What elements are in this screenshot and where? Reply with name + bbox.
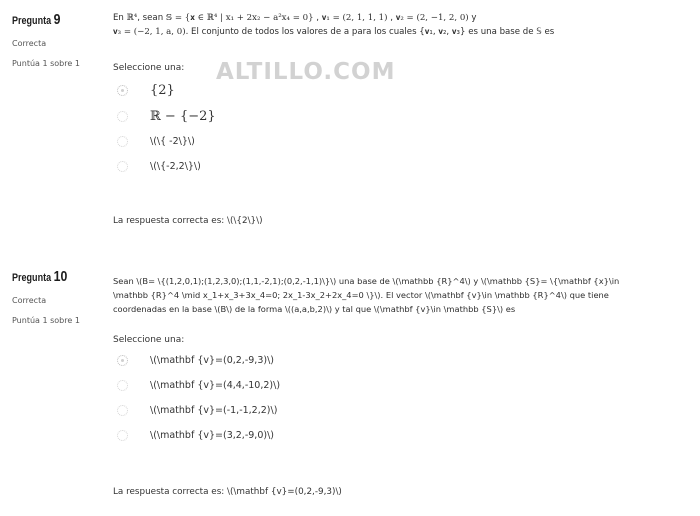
text-fragment: . El conjunto de todos los valores de a para los cuales {𝐯₁, 𝐯₂, 𝐯₃} es una base de 𝕊 es xyxy=(185,27,555,37)
math-v1: 𝐯₁ = (2, 1, 1, 1) xyxy=(321,13,388,23)
question-label: Pregunta xyxy=(12,15,52,27)
radio-button[interactable] xyxy=(117,380,128,391)
answer-label: {2} xyxy=(150,82,175,98)
math-v2: 𝐯₂ = (2, −1, 2, 0) xyxy=(395,13,469,23)
text-fragment: , xyxy=(387,13,396,23)
question-text-line: \mathbb {R}^4 \mid x_1+x_3+3x_4=0; 2x_1-3x_2+2x_4=0 \}\). El vector \(\mathbf {v}\in \mathbb {R}^4\) que tiene xyxy=(113,290,609,300)
radio-button[interactable] xyxy=(117,405,128,416)
question-text xyxy=(113,274,658,316)
question-number xyxy=(12,11,90,28)
math-v3: 𝐯₃ = (−2, 1, a, 0) xyxy=(113,27,186,37)
answer-label: \(\mathbf {v}=(0,2,-9,3)\) xyxy=(150,354,274,366)
text-fragment: , sean xyxy=(137,13,166,23)
question-text-line: coordenadas en la base \(B\) de la forma \((a,a,b,2)\) y tal que \(\mathbf {v}\in \mathbb {S}\) es xyxy=(113,304,516,314)
answer-label: \(\{ -2\}\) xyxy=(150,135,195,147)
question-info xyxy=(12,11,107,68)
math-set-s: 𝕊 = {𝐱 ∈ ℝ⁴ | x₁ + 2x₂ − a²x₄ = 0} xyxy=(165,13,314,23)
question-text xyxy=(113,11,658,39)
select-prompt: Seleccione una: xyxy=(113,63,185,73)
watermark: ALTILLO.COM xyxy=(216,59,396,85)
answer-label: \(\mathbf {v}=(-1,-1,2,2)\) xyxy=(150,404,278,416)
radio-button[interactable] xyxy=(117,161,128,172)
correct-answer-feedback: La respuesta correcta es: \(\mathbf {v}=(0,2,-9,3)\) xyxy=(113,487,342,497)
radio-button[interactable] xyxy=(117,111,128,122)
text-fragment: y xyxy=(468,13,477,23)
text-fragment: , xyxy=(313,13,322,23)
answer-label: ℝ − {−2} xyxy=(150,108,216,124)
radio-button[interactable] xyxy=(117,430,128,441)
select-prompt: Seleccione una: xyxy=(113,335,185,345)
answer-label: \(\mathbf {v}=(3,2,-9,0)\) xyxy=(150,429,274,441)
radio-button[interactable] xyxy=(117,85,128,96)
question-info xyxy=(12,268,107,325)
question-content xyxy=(113,274,658,497)
question-number-value: 9 xyxy=(53,11,61,28)
text-fragment: En xyxy=(113,13,127,23)
correct-answer-feedback: La respuesta correcta es: \(\{2\}\) xyxy=(113,216,263,226)
answer-label: \(\{-2,2\}\) xyxy=(150,160,201,172)
question-label: Pregunta xyxy=(12,272,52,284)
answer-label: \(\mathbf {v}=(4,4,-10,2)\) xyxy=(150,379,281,391)
question-state: Correcta xyxy=(12,296,47,305)
question-text-line: Sean \(B= \{(1,2,0,1);(1,2,3,0);(1,1,-2,1);(0,2,-1,1)\}\) una base de \(\mathbb {R}^4\) y \(\mathbb {S}= \{\mathbf {x}\in xyxy=(113,276,620,286)
question-state: Correcta xyxy=(12,39,47,48)
math-r4: ℝ⁴ xyxy=(126,13,138,23)
radio-button[interactable] xyxy=(117,136,128,147)
question-number-value: 10 xyxy=(53,268,68,285)
question-grade: Puntúa 1 sobre 1 xyxy=(12,316,80,325)
question-number xyxy=(12,268,90,285)
question-grade: Puntúa 1 sobre 1 xyxy=(12,59,80,68)
radio-button[interactable] xyxy=(117,355,128,366)
